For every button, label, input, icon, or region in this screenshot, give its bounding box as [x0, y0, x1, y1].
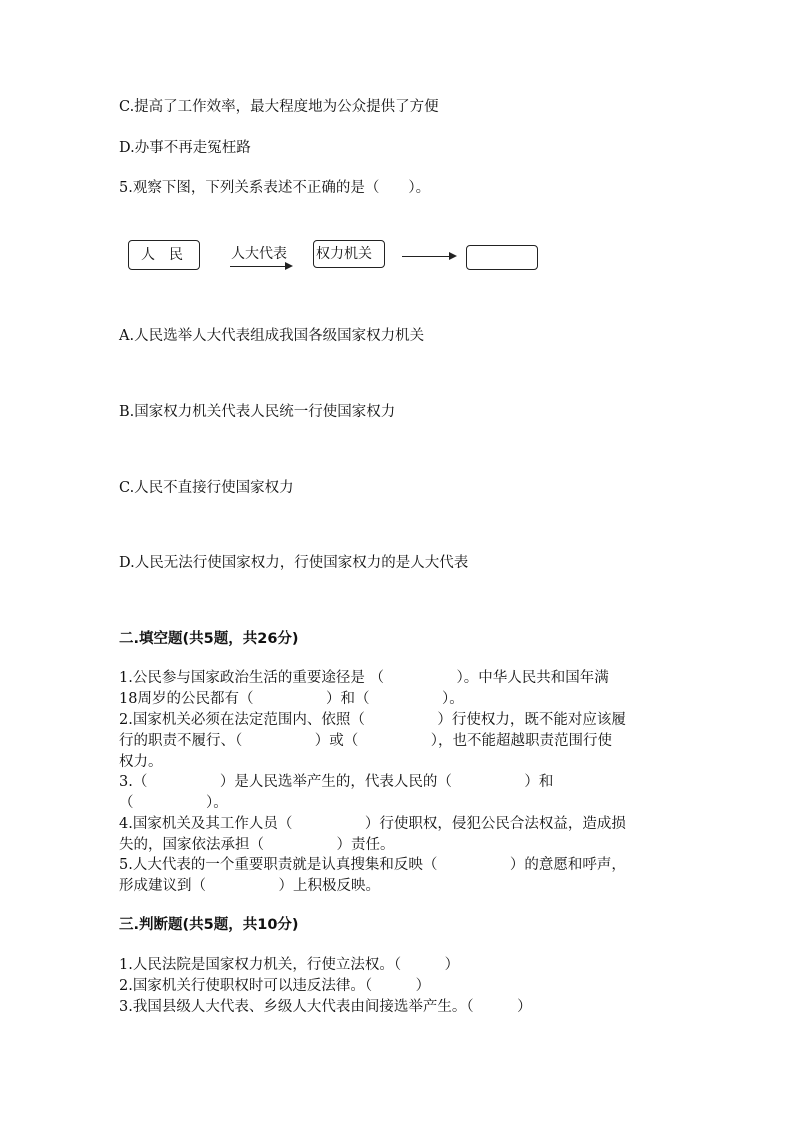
option-a: A.人民选举人大代表组成我国各级国家权力机关	[119, 328, 425, 344]
option-d: D.人民无法行使国家权力，行使国家权力的是人大代表	[119, 555, 469, 571]
section-3-heading: 三.判断题(共5题，共10分)	[119, 917, 299, 933]
section-2-line: 1.公民参与国家政治生活的重要途径是 （ ）。中华人民共和国年满	[119, 670, 609, 686]
arrow-2-head	[449, 252, 457, 260]
option-c-prev: C.提高了工作效率，最大程度地为公众提供了方便	[119, 99, 439, 115]
section-3-line: 2.国家机关行使职权时可以违反法律。（ ）	[119, 978, 431, 994]
section-2-line: （ ）。	[119, 795, 228, 811]
section-2-line: 2.国家机关必须在法定范围内、依照（ ）行使权力，既不能对应该履	[119, 712, 626, 728]
option-d-prev: D.办事不再走冤枉路	[119, 140, 251, 156]
arrow-2-line	[402, 256, 450, 257]
people-box-label: 人 民	[141, 247, 183, 263]
section-2-line: 18周岁的公民都有（ ）和（ ）。	[119, 691, 464, 707]
section-2-line: 3.（ ）是人民选举产生的，代表人民的（ ）和	[119, 774, 554, 790]
arrow-1-head	[285, 262, 293, 270]
section-2-line: 权力。	[119, 754, 163, 770]
section-2-heading: 二.填空题(共5题，共26分)	[119, 631, 299, 647]
section-3-line: 3.我国县级人大代表、乡级人大代表由间接选举产生。（ ）	[119, 999, 532, 1015]
section-2-line: 形成建议到（ ）上积极反映。	[119, 878, 380, 894]
empty-box	[466, 245, 538, 270]
option-b: B.国家权力机关代表人民统一行使国家权力	[119, 404, 396, 420]
arrow-label: 人大代表	[231, 246, 287, 262]
question-5-stem: 5.观察下图，下列关系表述不正确的是（ ）。	[119, 180, 431, 196]
section-2-line: 4.国家机关及其工作人员（ ）行使职权，侵犯公民合法权益，造成损	[119, 816, 626, 832]
option-c: C.人民不直接行使国家权力	[119, 480, 294, 496]
arrow-1-line	[230, 266, 286, 267]
authority-box-label: 权力机关	[316, 246, 372, 262]
section-2-line: 失的，国家依法承担（ ）责任。	[119, 837, 395, 853]
section-3-line: 1.人民法院是国家权力机关，行使立法权。（ ）	[119, 957, 460, 973]
section-2-line: 行的职责不履行、（ ）或（ ），也不能超越职责范围行使	[119, 733, 612, 749]
section-2-line: 5.人大代表的一个重要职责就是认真搜集和反映（ ）的意愿和呼声，	[119, 857, 626, 873]
